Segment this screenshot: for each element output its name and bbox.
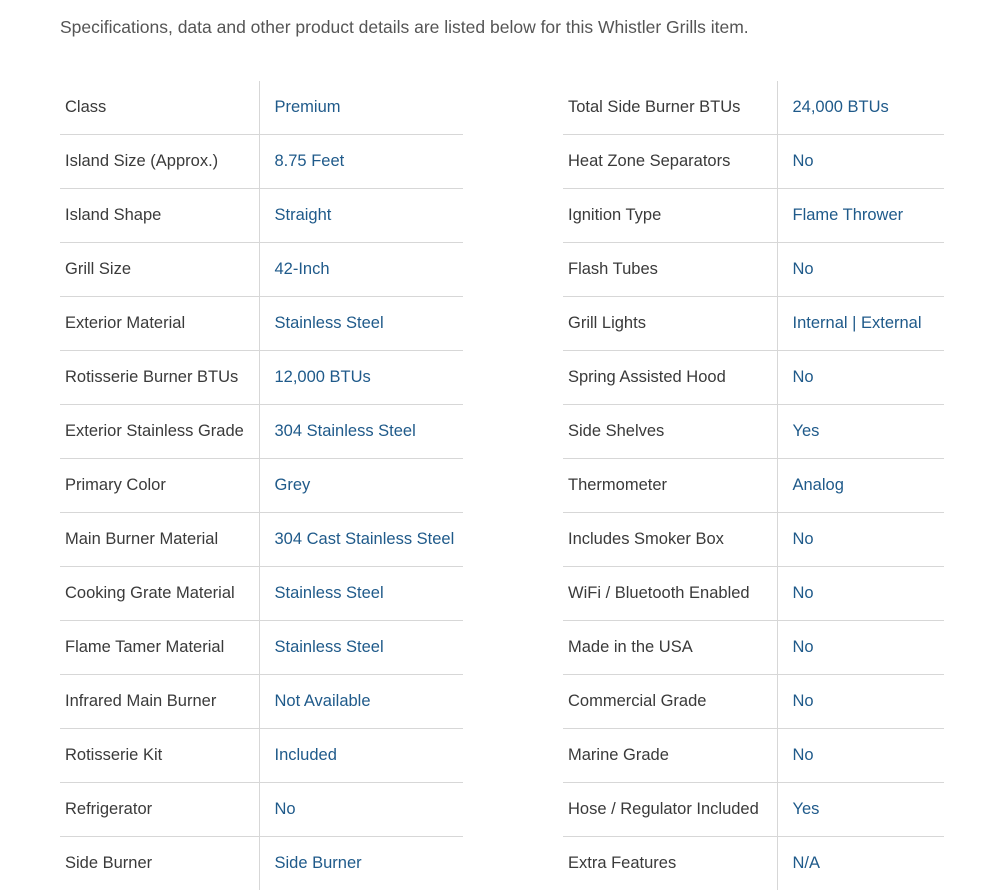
spec-row: [563, 135, 944, 189]
spec-row: [563, 513, 944, 567]
spec-value: Straight: [259, 189, 463, 243]
spec-row: [563, 351, 944, 405]
specs-intro-text: Specifications, data and other product details are listed below for this Whistler Grills item.: [60, 17, 749, 38]
spec-row: [60, 135, 463, 189]
spec-row: [60, 189, 463, 243]
spec-row: [563, 567, 944, 621]
spec-label: Infrared Main Burner: [60, 675, 259, 729]
spec-label: Flash Tubes: [563, 243, 777, 297]
spec-value: 12,000 BTUs: [259, 351, 463, 405]
spec-row: [60, 405, 463, 459]
spec-value: No: [777, 621, 944, 675]
spec-row: [563, 621, 944, 675]
spec-value: Flame Thrower: [777, 189, 944, 243]
spec-value: No: [777, 513, 944, 567]
spec-label: Class: [60, 81, 259, 135]
spec-row: [60, 513, 463, 567]
spec-label: Includes Smoker Box: [563, 513, 777, 567]
spec-row: [563, 189, 944, 243]
spec-label: Island Shape: [60, 189, 259, 243]
spec-value: Internal | External: [777, 297, 944, 351]
spec-label: Main Burner Material: [60, 513, 259, 567]
spec-value: Grey: [259, 459, 463, 513]
spec-row: [60, 783, 463, 837]
spec-value: Premium: [259, 81, 463, 135]
spec-label: WiFi / Bluetooth Enabled: [563, 567, 777, 621]
spec-value: 304 Cast Stainless Steel: [259, 513, 463, 567]
spec-label: Rotisserie Burner BTUs: [60, 351, 259, 405]
spec-row: [563, 405, 944, 459]
spec-value: 8.75 Feet: [259, 135, 463, 189]
spec-label: Total Side Burner BTUs: [563, 81, 777, 135]
spec-value: Analog: [777, 459, 944, 513]
spec-value: No: [777, 351, 944, 405]
spec-label: Rotisserie Kit: [60, 729, 259, 783]
spec-row: [563, 297, 944, 351]
spec-value: 42-Inch: [259, 243, 463, 297]
spec-label: Side Burner: [60, 837, 259, 890]
spec-value: Not Available: [259, 675, 463, 729]
spec-label: Refrigerator: [60, 783, 259, 837]
spec-label: Side Shelves: [563, 405, 777, 459]
spec-value: Stainless Steel: [259, 297, 463, 351]
spec-value: No: [777, 567, 944, 621]
spec-label: Thermometer: [563, 459, 777, 513]
specs-table-left-body: [60, 81, 463, 890]
spec-value: No: [777, 243, 944, 297]
spec-label: Made in the USA: [563, 621, 777, 675]
spec-label: Spring Assisted Hood: [563, 351, 777, 405]
spec-label: Primary Color: [60, 459, 259, 513]
spec-value: Yes: [777, 783, 944, 837]
spec-row: [60, 351, 463, 405]
spec-value: 24,000 BTUs: [777, 81, 944, 135]
spec-label: Heat Zone Separators: [563, 135, 777, 189]
spec-value: Stainless Steel: [259, 567, 463, 621]
spec-row: [60, 81, 463, 135]
spec-row: [60, 621, 463, 675]
spec-value: Side Burner: [259, 837, 463, 890]
spec-label: Exterior Stainless Grade: [60, 405, 259, 459]
spec-label: Ignition Type: [563, 189, 777, 243]
spec-row: [563, 675, 944, 729]
specs-table-left: [60, 81, 463, 890]
specs-table-right: [563, 81, 944, 890]
spec-row: [60, 243, 463, 297]
spec-label: Marine Grade: [563, 729, 777, 783]
spec-value: 304 Stainless Steel: [259, 405, 463, 459]
spec-label: Grill Lights: [563, 297, 777, 351]
spec-value: N/A: [777, 837, 944, 890]
spec-row: [60, 567, 463, 621]
spec-row: [60, 729, 463, 783]
spec-label: Cooking Grate Material: [60, 567, 259, 621]
spec-label: Exterior Material: [60, 297, 259, 351]
spec-value: Included: [259, 729, 463, 783]
spec-value: No: [777, 729, 944, 783]
spec-row: [563, 837, 944, 890]
spec-value: No: [777, 135, 944, 189]
spec-row: [60, 837, 463, 890]
spec-label: Island Size (Approx.): [60, 135, 259, 189]
spec-row: [60, 459, 463, 513]
spec-row: [563, 243, 944, 297]
spec-value: Stainless Steel: [259, 621, 463, 675]
spec-row: [60, 297, 463, 351]
specs-table-right-body: [563, 81, 944, 890]
spec-row: [60, 675, 463, 729]
spec-label: Commercial Grade: [563, 675, 777, 729]
spec-label: Grill Size: [60, 243, 259, 297]
spec-row: [563, 459, 944, 513]
spec-label: Extra Features: [563, 837, 777, 890]
spec-row: [563, 783, 944, 837]
spec-value: No: [259, 783, 463, 837]
spec-value: No: [777, 675, 944, 729]
spec-row: [563, 81, 944, 135]
spec-label: Flame Tamer Material: [60, 621, 259, 675]
spec-label: Hose / Regulator Included: [563, 783, 777, 837]
spec-row: [563, 729, 944, 783]
spec-value: Yes: [777, 405, 944, 459]
